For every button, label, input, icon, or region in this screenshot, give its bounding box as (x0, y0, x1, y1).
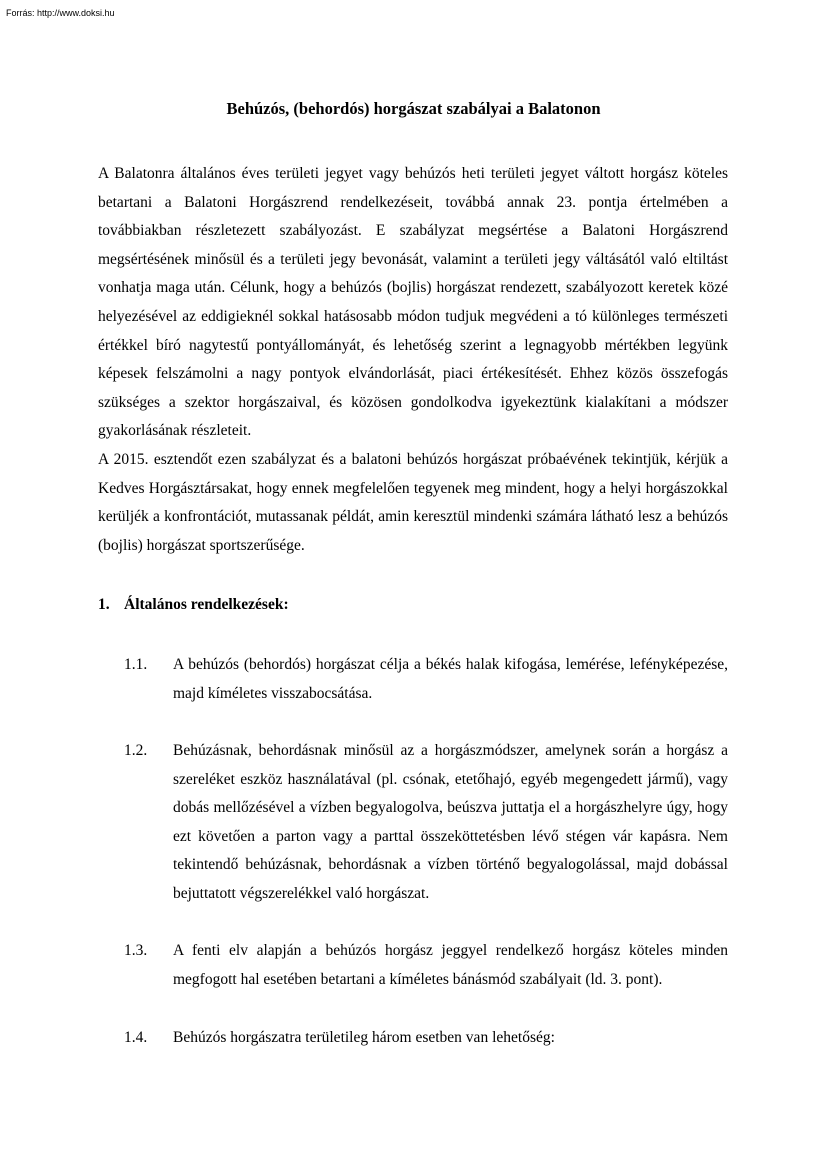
section-number: 1. (98, 596, 110, 613)
item-number: 1.2. (124, 742, 148, 759)
intro-paragraph: A 2015. esztendőt ezen szabályzat és a balatoni behúzós horgászat próbaévének tekintjük, kérjük a Kedves Horgásztársakat, hogy ennek megfelelően tegyenek meg mindent, hogy a helyi horgászokkal kerüljék a konfrontációt, mutassanak példát, amin keresztül mindenki számára látható lesz a behúzós (bojlis) horgászat sportszerűsége. (98, 450, 728, 554)
item-text: Behúzásnak, behordásnak minősül az a horgászmódszer, amelynek során a horgász a szereléket eszköz használatával (pl. csónak, etetőhajó, egyéb megengedett jármű), vagy dobás mellőzésével a vízben begyalogolva, beúszva juttatja el a horgászhelyre úgy, hogy ezt követően a parton vagy a parttal összeköttetésben lévő stégen vár kapásra. Nem tekintendő behúzásnak, behordásnak a vízben történő begyalogolással, majd dobással bejuttatott végszerelékkel való horgászat. (173, 742, 728, 902)
source-note: Forrás: http://www.doksi.hu (6, 8, 115, 18)
intro-text (98, 160, 728, 560)
intro-paragraph: A Balatonra általános éves területi jegyet vagy behúzós heti területi jegyet váltott horgász köteles betartani a Balatoni Horgászrend rendelkezéseit, továbbá annak 23. pontja értelmében a továbbiakban részletezett szabályozást. E szabályzat megsértése a Balatoni Horgászrend megsértésének minősül és a területi jegy bevonását, valamint a területi jegy váltásától való eltiltást vonhatja maga után. Célunk, hogy a behúzós (bojlis) horgászat rendezett, szabályozott keretek közé helyezésével az eddigieknél sokkal hatásosabb módon tudjuk megvédeni a tó különleges természeti értékkel bíró nagytestű pontyállományát, és lehetőség szerint a legnagyobb mértékben legyünk képesek felszámolni a nagy pontyok elvándorlását, piaci értékesítését. Ehhez közös összefogás szükséges a szektor horgászaival, és közösen gondolkodva igyekeztünk kialakítani a módszer gyakorlásának részleteit. (98, 165, 728, 440)
list-item (124, 1024, 728, 1053)
item-number: 1.4. (124, 1029, 148, 1046)
list-item (124, 937, 728, 994)
item-text: A behúzós (behordós) horgászat célja a békés halak kifogása, lemérése, lefényképezése, majd kíméletes visszabocsátása. (173, 656, 728, 702)
section-heading (98, 596, 289, 614)
item-text: A fenti elv alapján a behúzós horgász jeggyel rendelkező horgász köteles minden megfogott hal esetében betartani a kíméletes bánásmód szabályait (ld. 3. pont). (173, 942, 728, 988)
item-number: 1.3. (124, 942, 148, 959)
item-text: Behúzós horgászatra területileg három esetben van lehetőség: (173, 1029, 555, 1046)
list-item (124, 651, 728, 708)
section-title: Általános rendelkezések: (124, 596, 289, 613)
list-item (124, 737, 728, 909)
item-number: 1.1. (124, 656, 148, 673)
document-title: Behúzós, (behordós) horgászat szabályai a Balatonon (226, 99, 601, 118)
